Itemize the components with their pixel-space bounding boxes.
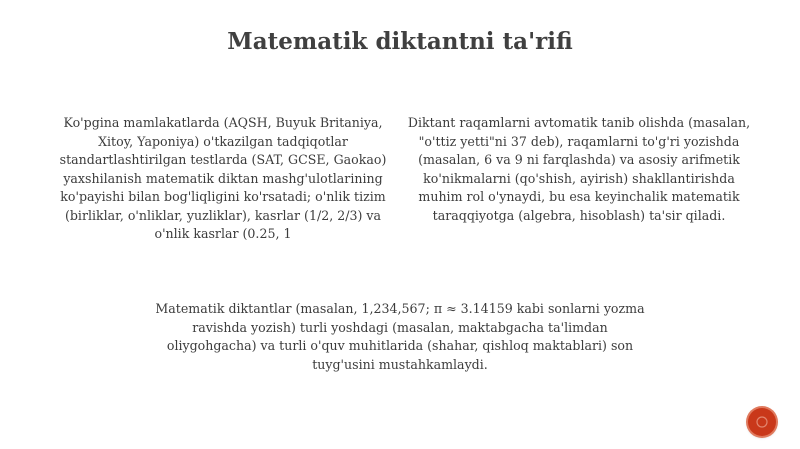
right-text-block: Diktant raqamlarni avtomatik tanib olishda (masalan, "o'ttiz yetti"ni 37 deb), raqamlarni to'g'ri yozishda (masalan, 6 va 9 ni farqlashda) va asosiy arifmetik ko'nikmalarni (qo'shish, ayirish) shakllantirishda muhim rol o'ynaydi, bu esa keyinchalik matematik taraqqiyotga (algebra, hisoblash) ta'sir qiladi. xyxy=(407,115,751,223)
left-text-block: Ko'pgina mamlakatlarda (AQSH, Buyuk Britaniya, Xitoy, Yaponiya) o'tkazilgan tadqiqotlar standartlashtirilgan testlarda (SAT, GCSE, Gaokao) yaxshilanish matematik diktan mashg'ulotlarining ko'payishi bilan bog'liqligini ko'rsatadi; o'nlik tizim (birliklar, o'nliklar, yuzliklar), kasrlar (1/2, 2/3) va o'nlik kasrlar (0.25, 1 xyxy=(59,115,387,241)
next-slide-button[interactable] xyxy=(748,408,776,436)
circle-arrow-icon xyxy=(755,415,769,429)
bottom-text-block: Matematik diktantlar (masalan, 1,234,567; π ≈ 3.14159 kabi sonlarni yozma ravishda yozish) turli yoshdagi (masalan, maktabgacha ta'limdan oliygohgacha) va turli o'quv muhitlarida (shahar, qishloq maktablari) son tuyg'usini mustahkamlaydi. xyxy=(155,301,645,372)
slide-title: Matematik diktantni ta'rifi xyxy=(227,28,573,55)
